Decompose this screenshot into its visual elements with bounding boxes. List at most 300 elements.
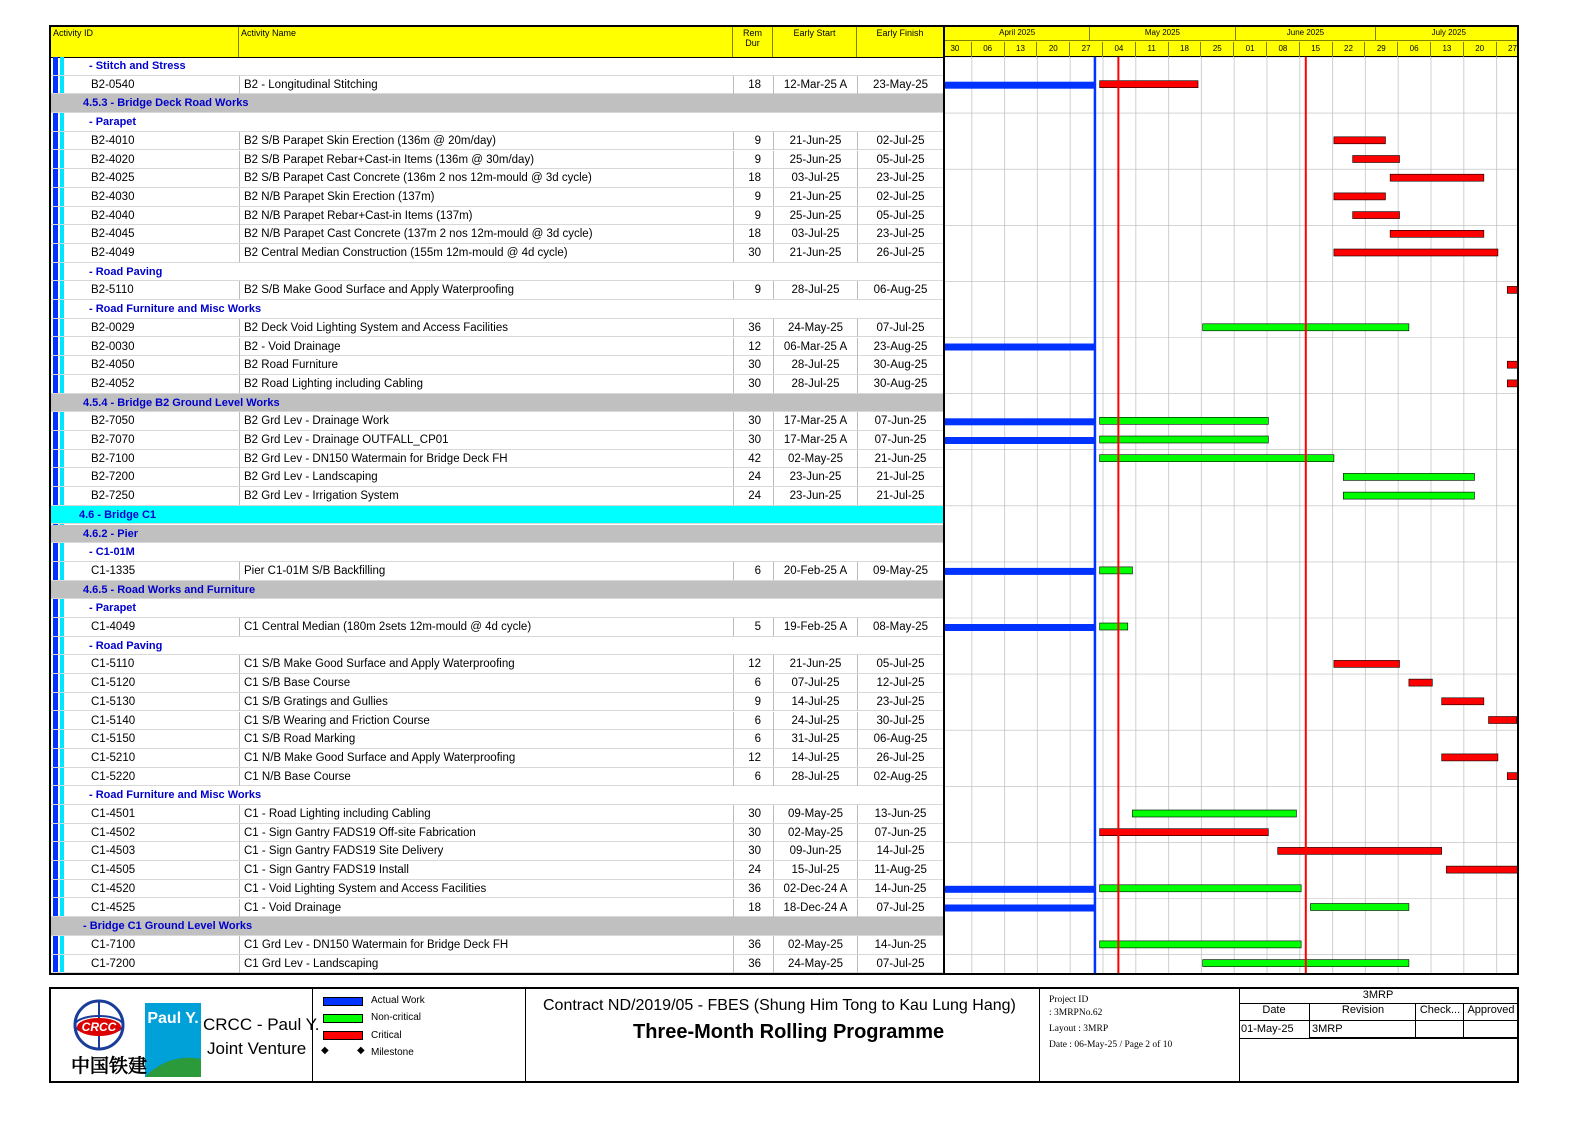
table-header	[51, 27, 943, 58]
early-finish-cell: 07-Jul-25	[857, 899, 943, 917]
wbs-subgroup-row[interactable]	[51, 300, 943, 319]
contract-title: Contract ND/2019/05 - FBES (Shung Him Tong to Kau Lung Hang)	[543, 997, 1016, 1014]
jv-name-line1: CRCC - Paul Y.	[203, 1015, 320, 1034]
activity-row[interactable]	[51, 674, 943, 693]
noncritical-bar	[1100, 417, 1269, 424]
rem-dur-cell: 9	[733, 188, 773, 206]
activity-id-cell: B2-4040	[91, 209, 135, 222]
week-label: 29	[1365, 42, 1398, 57]
early-start-cell: 21-Jun-25	[773, 655, 857, 673]
activity-name-cell: C1 N/B Make Good Surface and Apply Waterproofing	[239, 749, 731, 767]
week-label: 13	[1431, 42, 1464, 57]
actual-work-bar	[945, 905, 1095, 912]
activity-row[interactable]	[51, 861, 943, 880]
wbs-subgroup-row[interactable]	[51, 599, 943, 618]
activity-row[interactable]	[51, 824, 943, 843]
activity-row[interactable]	[51, 899, 943, 918]
early-start-cell: 02-May-25	[773, 450, 857, 468]
activity-name-cell: B2 N/B Parapet Skin Erection (137m)	[239, 188, 731, 206]
activity-row[interactable]	[51, 412, 943, 431]
actual-work-bar	[945, 418, 1095, 425]
activity-id-cell: C1-4505	[91, 864, 136, 877]
legend-critical-swatch	[323, 1031, 363, 1040]
early-finish-cell: 14-Jun-25	[857, 880, 943, 898]
activity-name-cell: B2 Central Median Construction (155m 12m-mould @ 4d cycle)	[239, 244, 731, 262]
activity-name-cell: B2 S/B Parapet Rebar+Cast-in Items (136m @ 30m/day)	[239, 151, 731, 169]
activity-row[interactable]	[51, 76, 943, 95]
rev-col-approved: Approved	[1463, 1004, 1518, 1021]
noncritical-bar	[1343, 492, 1474, 499]
early-start-cell: 14-Jul-25	[773, 749, 857, 767]
wbs-subgroup-row[interactable]	[51, 637, 943, 656]
early-start-cell: 23-Jun-25	[773, 468, 857, 486]
wbs-label: 4.5.4 - Bridge B2 Ground Level Works	[83, 396, 280, 409]
rem-dur-cell: 36	[733, 880, 773, 898]
early-start-cell: 25-Jun-25	[773, 207, 857, 225]
early-finish-cell: 07-Jun-25	[857, 412, 943, 430]
activity-name-cell: C1 - Sign Gantry FADS19 Install	[239, 861, 731, 879]
noncritical-bar	[1343, 473, 1474, 480]
activity-name-cell: B2 Grd Lev - Drainage Work	[239, 412, 731, 430]
week-label: 27	[1070, 42, 1103, 57]
activity-row[interactable]	[51, 338, 943, 357]
rev-approved-value	[1463, 1021, 1518, 1038]
early-start-cell: 21-Jun-25	[773, 132, 857, 150]
activity-row[interactable]	[51, 712, 943, 731]
actual-work-bar	[945, 624, 1095, 631]
month-label: June 2025	[1236, 27, 1377, 41]
rem-dur-cell: 36	[733, 955, 773, 973]
early-finish-cell: 23-May-25	[857, 76, 943, 94]
critical-bar	[1334, 193, 1386, 200]
rem-dur-cell: 6	[733, 562, 773, 580]
rem-dur-cell: 12	[733, 749, 773, 767]
early-start-cell: 19-Feb-25 A	[773, 618, 857, 636]
early-start-cell: 15-Jul-25	[773, 861, 857, 879]
early-finish-cell: 26-Jul-25	[857, 749, 943, 767]
activity-row[interactable]	[51, 955, 943, 974]
early-start-cell: 09-May-25	[773, 805, 857, 823]
early-finish-cell: 30-Aug-25	[857, 375, 943, 393]
rem-dur-cell: 9	[733, 132, 773, 150]
early-finish-cell: 21-Jul-25	[857, 487, 943, 505]
milestone-icon: ◆	[321, 1045, 329, 1056]
critical-bar	[1334, 660, 1400, 667]
activity-row[interactable]	[51, 151, 943, 170]
early-start-cell: 25-Jun-25	[773, 151, 857, 169]
rem-dur-cell: 24	[733, 468, 773, 486]
activity-name-cell: B2 S/B Make Good Surface and Apply Waterproofing	[239, 281, 731, 299]
rev-table-bottom-line	[1239, 1038, 1517, 1039]
jv-name-line2: Joint Venture	[207, 1039, 307, 1058]
activity-name-cell: C1 - Road Lighting including Cabling	[239, 805, 731, 823]
early-start-cell: 12-Mar-25 A	[773, 76, 857, 94]
rev-col-date: Date	[1239, 1004, 1309, 1021]
legend-noncritical-swatch	[323, 1014, 363, 1023]
activity-id-cell: C1-5220	[91, 770, 136, 783]
activity-row[interactable]	[51, 281, 943, 300]
wbs-group-row[interactable]	[51, 581, 943, 600]
early-finish-cell: 05-Jul-25	[857, 655, 943, 673]
early-start-cell: 31-Jul-25	[773, 730, 857, 748]
week-label: 18	[1169, 42, 1202, 57]
early-finish-cell: 07-Jul-25	[857, 955, 943, 973]
week-label: 27	[1497, 42, 1519, 57]
early-start-cell: 24-May-25	[773, 319, 857, 337]
svg-text:CRCC: CRCC	[81, 1020, 117, 1034]
early-finish-cell: 23-Aug-25	[857, 338, 943, 356]
early-finish-cell: 02-Jul-25	[857, 188, 943, 206]
critical-bar	[1390, 230, 1484, 237]
divider	[525, 989, 526, 1081]
activity-id-cell: B2-4030	[91, 190, 135, 203]
critical-bar	[1446, 866, 1519, 873]
critical-bar	[1489, 717, 1517, 724]
rem-dur-cell: 42	[733, 450, 773, 468]
month-label: May 2025	[1090, 27, 1235, 41]
noncritical-bar	[1100, 885, 1301, 892]
activity-name-cell: C1 Grd Lev - DN150 Watermain for Bridge Deck FH	[239, 936, 731, 954]
rem-dur-cell: 30	[733, 431, 773, 449]
activity-row[interactable]	[51, 225, 943, 244]
activity-id-cell: C1-5110	[91, 658, 135, 671]
col-activity-id[interactable]: Activity ID	[51, 27, 239, 57]
activity-name-cell: C1 N/B Base Course	[239, 768, 731, 786]
activity-row[interactable]	[51, 749, 943, 768]
critical-bar	[1100, 81, 1198, 88]
rem-dur-cell: 24	[733, 487, 773, 505]
activity-id-cell: B2-4052	[91, 377, 135, 390]
legend-actual-label: Actual Work	[371, 995, 425, 1006]
early-finish-cell: 02-Jul-25	[857, 132, 943, 150]
early-finish-cell: 07-Jun-25	[857, 824, 943, 842]
week-label: 20	[1037, 42, 1070, 57]
title-block	[49, 987, 1519, 1083]
week-label: 22	[1333, 42, 1366, 57]
activity-id-cell: B2-5110	[91, 284, 134, 297]
activity-row[interactable]	[51, 450, 943, 469]
week-label: 30	[939, 42, 972, 57]
activity-row[interactable]	[51, 618, 943, 637]
early-finish-cell: 26-Jul-25	[857, 244, 943, 262]
early-start-cell: 28-Jul-25	[773, 356, 857, 374]
early-start-cell: 02-May-25	[773, 936, 857, 954]
early-start-cell: 17-Mar-25 A	[773, 412, 857, 430]
project-id-label: Project ID	[1049, 995, 1089, 1005]
early-start-cell: 09-Jun-25	[773, 842, 857, 860]
activity-row[interactable]	[51, 487, 943, 506]
activity-id-cell: C1-4502	[91, 826, 136, 839]
early-finish-cell: 05-Jul-25	[857, 151, 943, 169]
svg-text:Paul Y.: Paul Y.	[147, 1010, 199, 1027]
critical-bar	[1334, 249, 1498, 256]
wbs-label: 4.6.5 - Road Works and Furniture	[83, 583, 256, 596]
critical-bar	[1507, 773, 1519, 780]
wbs-label: - Road Furniture and Misc Works	[89, 303, 262, 316]
activity-name-cell: B2 N/B Parapet Cast Concrete (137m 2 nos 12m-mould @ 3d cycle)	[239, 225, 731, 243]
month-label: July 2025	[1376, 27, 1519, 41]
wbs-subgroup-row[interactable]	[51, 263, 943, 282]
activity-id-cell: C1-5150	[91, 733, 136, 746]
rem-dur-cell: 30	[733, 842, 773, 860]
activity-name-cell: B2 S/B Parapet Cast Concrete (136m 2 nos 12m-mould @ 3d cycle)	[239, 169, 731, 187]
early-start-cell: 28-Jul-25	[773, 375, 857, 393]
activity-name-cell: C1 - Sign Gantry FADS19 Off-site Fabrication	[239, 824, 731, 842]
wbs-group-row[interactable]	[51, 394, 943, 413]
activity-id-cell: B2-4020	[91, 153, 135, 166]
wbs-subgroup-row[interactable]	[51, 786, 943, 805]
wbs-subgroup-row[interactable]	[51, 543, 943, 562]
early-start-cell: 24-May-25	[773, 955, 857, 973]
activity-name-cell: C1 - Void Lighting System and Access Facilities	[239, 880, 731, 898]
actual-work-bar	[945, 886, 1095, 893]
week-label: 01	[1234, 42, 1267, 57]
activity-id-cell: B2-0540	[91, 78, 135, 91]
activity-name-cell: B2 - Void Drainage	[239, 338, 731, 356]
activity-id-cell: C1-4525	[91, 901, 136, 914]
wbs-label: - Stitch and Stress	[89, 60, 186, 72]
schedule-frame	[49, 25, 1519, 975]
activity-id-cell: C1-4503	[91, 845, 136, 858]
milestone-icon: ◆	[357, 1045, 365, 1056]
legend-critical-label: Critical	[371, 1030, 402, 1041]
layout-name: Layout : 3MRP	[1049, 1024, 1109, 1034]
divider	[1039, 989, 1040, 1081]
wbs-label: 4.6.2 - Pier	[83, 527, 139, 540]
rem-dur-cell: 30	[733, 824, 773, 842]
activity-id-cell: C1-7200	[91, 957, 136, 970]
rem-dur-cell: 36	[733, 936, 773, 954]
rem-dur-cell: 18	[733, 225, 773, 243]
activity-row[interactable]	[51, 730, 943, 749]
legend-milestone-label: Milestone	[371, 1047, 414, 1058]
activity-name-cell: B2 Road Furniture	[239, 356, 731, 374]
early-finish-cell: 14-Jun-25	[857, 936, 943, 954]
early-finish-cell: 09-May-25	[857, 562, 943, 580]
activity-id-cell: C1-1335	[91, 564, 136, 577]
activity-row[interactable]	[51, 805, 943, 824]
rem-dur-cell: 9	[733, 693, 773, 711]
activity-name-cell: C1 Central Median (180m 2sets 12m-mould @ 4d cycle)	[239, 618, 731, 636]
activity-row[interactable]	[51, 319, 943, 338]
early-finish-cell: 21-Jul-25	[857, 468, 943, 486]
activity-name-cell: C1 S/B Make Good Surface and Apply Waterproofing	[239, 655, 731, 673]
early-start-cell: 24-Jul-25	[773, 712, 857, 730]
early-start-cell: 20-Feb-25 A	[773, 562, 857, 580]
activity-row[interactable]	[51, 375, 943, 394]
activity-row[interactable]	[51, 356, 943, 375]
early-finish-cell: 06-Aug-25	[857, 730, 943, 748]
early-start-cell: 03-Jul-25	[773, 225, 857, 243]
rev-value: 3MRP	[1309, 1021, 1418, 1038]
week-label: 20	[1464, 42, 1497, 57]
rem-dur-cell: 6	[733, 730, 773, 748]
critical-bar	[1278, 847, 1442, 854]
early-start-cell: 23-Jun-25	[773, 487, 857, 505]
activity-id-cell: B2-0029	[91, 321, 135, 334]
col-rem-dur[interactable]: Rem Dur	[733, 27, 773, 57]
activity-name-cell: C1 S/B Road Marking	[239, 730, 731, 748]
gantt-chart	[943, 57, 1519, 975]
activity-name-cell: C1 S/B Base Course	[239, 674, 731, 692]
noncritical-bar	[1100, 623, 1128, 630]
activity-id-cell: B2-7070	[91, 434, 135, 446]
activity-name-cell: C1 Grd Lev - Landscaping	[239, 955, 731, 973]
early-start-cell: 21-Jun-25	[773, 188, 857, 206]
activity-row[interactable]	[51, 562, 943, 581]
early-start-cell: 17-Mar-25 A	[773, 431, 857, 449]
activity-id-cell: C1-5210	[91, 751, 136, 764]
early-finish-cell: 08-May-25	[857, 618, 943, 636]
revision-table	[1239, 989, 1517, 1039]
wbs-label: - Parapet	[89, 116, 137, 129]
activity-name-cell: B2 Road Lighting including Cabling	[239, 375, 731, 393]
activity-row[interactable]	[51, 880, 943, 899]
activity-id-cell: B2-7250	[91, 490, 135, 503]
programme-title: Three-Month Rolling Programme	[633, 1021, 945, 1043]
activity-row[interactable]	[51, 169, 943, 188]
gantt-svg	[945, 57, 1519, 975]
early-finish-cell: 11-Aug-25	[857, 861, 943, 879]
rem-dur-cell: 6	[733, 712, 773, 730]
activity-row[interactable]	[51, 655, 943, 674]
rem-dur-cell: 12	[733, 655, 773, 673]
activity-id-cell: C1-5130	[91, 695, 136, 708]
wbs-label: 4.6 - Bridge C1	[79, 508, 157, 521]
activity-name-cell: C1 - Void Drainage	[239, 899, 731, 917]
early-finish-cell: 06-Aug-25	[857, 281, 943, 299]
early-finish-cell: 30-Jul-25	[857, 712, 943, 730]
activity-name-cell: B2 - Longitudinal Stitching	[239, 76, 731, 94]
critical-bar	[1507, 380, 1519, 387]
activity-row[interactable]	[51, 936, 943, 955]
early-start-cell: 03-Jul-25	[773, 169, 857, 187]
early-start-cell: 14-Jul-25	[773, 693, 857, 711]
early-start-cell: 18-Dec-24 A	[773, 899, 857, 917]
rem-dur-cell: 9	[733, 207, 773, 225]
activity-name-cell: B2 Grd Lev - Landscaping	[239, 468, 731, 486]
activity-id-cell: C1-5120	[91, 677, 136, 690]
activity-id-cell: B2-4010	[91, 134, 135, 147]
week-label: 06	[1398, 42, 1431, 57]
wbs-label: - C1-01M	[89, 546, 135, 559]
project-id-value: : 3MRPNo.62	[1049, 1008, 1103, 1018]
wbs-label: 4.5.3 - Bridge Deck Road Works	[83, 97, 249, 110]
wbs-label: - Road Paving	[89, 639, 163, 652]
week-label: 04	[1103, 42, 1136, 57]
wbs-subgroup-row[interactable]	[51, 113, 943, 132]
activity-name-cell: C1 S/B Gratings and Gullies	[239, 693, 731, 711]
rem-dur-cell: 18	[733, 899, 773, 917]
noncritical-bar	[1100, 567, 1133, 574]
rem-dur-cell: 18	[733, 169, 773, 187]
activity-id-cell: B2-0030	[91, 340, 135, 353]
rem-dur-cell: 30	[733, 244, 773, 262]
early-finish-cell: 07-Jun-25	[857, 431, 943, 449]
critical-bar	[1507, 286, 1519, 293]
activity-row[interactable]	[51, 768, 943, 787]
wbs-label: - Parapet	[89, 602, 137, 615]
actual-work-bar	[945, 344, 1095, 351]
activity-id-cell: B2-4049	[91, 247, 135, 259]
wbs-group-row[interactable]	[51, 917, 943, 936]
rem-dur-cell: 9	[733, 281, 773, 299]
activity-row[interactable]	[51, 244, 943, 263]
rev-check-value	[1415, 1021, 1464, 1038]
activity-row[interactable]	[51, 842, 943, 861]
divider	[312, 989, 313, 1081]
rem-dur-cell: 9	[733, 151, 773, 169]
activity-name-cell: B2 Grd Lev - Drainage OUTFALL_CP01	[239, 431, 731, 449]
activity-name-cell: Pier C1-01M S/B Backfilling	[239, 562, 731, 580]
early-start-cell: 02-May-25	[773, 824, 857, 842]
print-date: Date : 06-May-25 / Page 2 of 10	[1049, 1040, 1173, 1050]
early-finish-cell: 05-Jul-25	[857, 207, 943, 225]
activity-row[interactable]	[51, 693, 943, 712]
rem-dur-cell: 6	[733, 674, 773, 692]
rev-col-revision: Revision	[1309, 1004, 1416, 1021]
noncritical-bar	[1100, 455, 1334, 462]
col-early-start[interactable]: Early Start	[773, 27, 857, 57]
early-start-cell: 07-Jul-25	[773, 674, 857, 692]
legend-noncritical-label: Non-critical	[371, 1012, 422, 1023]
activity-name-cell: C1 - Sign Gantry FADS19 Site Delivery	[239, 842, 731, 860]
rem-dur-cell: 30	[733, 356, 773, 374]
wbs-subgroup-row[interactable]	[51, 57, 943, 76]
activity-name-cell: B2 Grd Lev - Irrigation System	[239, 487, 731, 505]
activity-id-cell: B2-7100	[91, 452, 135, 465]
legend-actual-swatch	[323, 997, 363, 1006]
activity-row[interactable]	[51, 132, 943, 151]
actual-work-bar	[945, 568, 1095, 575]
early-finish-cell: 23-Jul-25	[857, 169, 943, 187]
wbs-label: - Road Paving	[89, 265, 163, 278]
early-finish-cell: 21-Jun-25	[857, 450, 943, 468]
col-early-finish[interactable]: Early Finish	[876, 28, 924, 38]
activity-name-cell: B2 Grd Lev - DN150 Watermain for Bridge Deck FH	[239, 450, 731, 468]
noncritical-bar	[1132, 810, 1296, 817]
revision-table-title: 3MRP	[1239, 989, 1517, 1004]
wbs-group-row[interactable]	[51, 94, 943, 113]
activity-row[interactable]	[51, 468, 943, 487]
rem-dur-cell: 5	[733, 618, 773, 636]
week-label: 15	[1300, 42, 1333, 57]
rem-dur-cell: 30	[733, 375, 773, 393]
critical-bar	[1507, 361, 1519, 368]
early-start-cell: 28-Jul-25	[773, 768, 857, 786]
activity-row[interactable]	[51, 207, 943, 226]
week-label: 08	[1267, 42, 1300, 57]
month-label: April 2025	[945, 27, 1090, 41]
wbs-group-row[interactable]	[51, 525, 943, 544]
activity-row[interactable]	[51, 431, 943, 450]
early-start-cell: 06-Mar-25 A	[773, 338, 857, 356]
early-finish-cell: 07-Jul-25	[857, 319, 943, 337]
wbs-label: - Bridge C1 Ground Level Works	[83, 920, 253, 933]
early-start-cell: 28-Jul-25	[773, 281, 857, 299]
noncritical-bar	[1310, 904, 1408, 911]
week-label: 25	[1201, 42, 1234, 57]
activity-id-cell: C1-4049	[91, 621, 136, 633]
activity-row[interactable]	[51, 188, 943, 207]
wbs-group-row[interactable]	[51, 506, 943, 525]
critical-bar	[1353, 156, 1400, 163]
activity-id-cell: C1-4520	[91, 882, 136, 895]
critical-bar	[1442, 698, 1484, 705]
activity-name-cell: C1 S/B Wearing and Friction Course	[239, 712, 731, 730]
activity-name-cell: B2 S/B Parapet Skin Erection (136m @ 20m/day)	[239, 132, 731, 150]
col-activity-name[interactable]: Activity Name	[239, 27, 733, 57]
